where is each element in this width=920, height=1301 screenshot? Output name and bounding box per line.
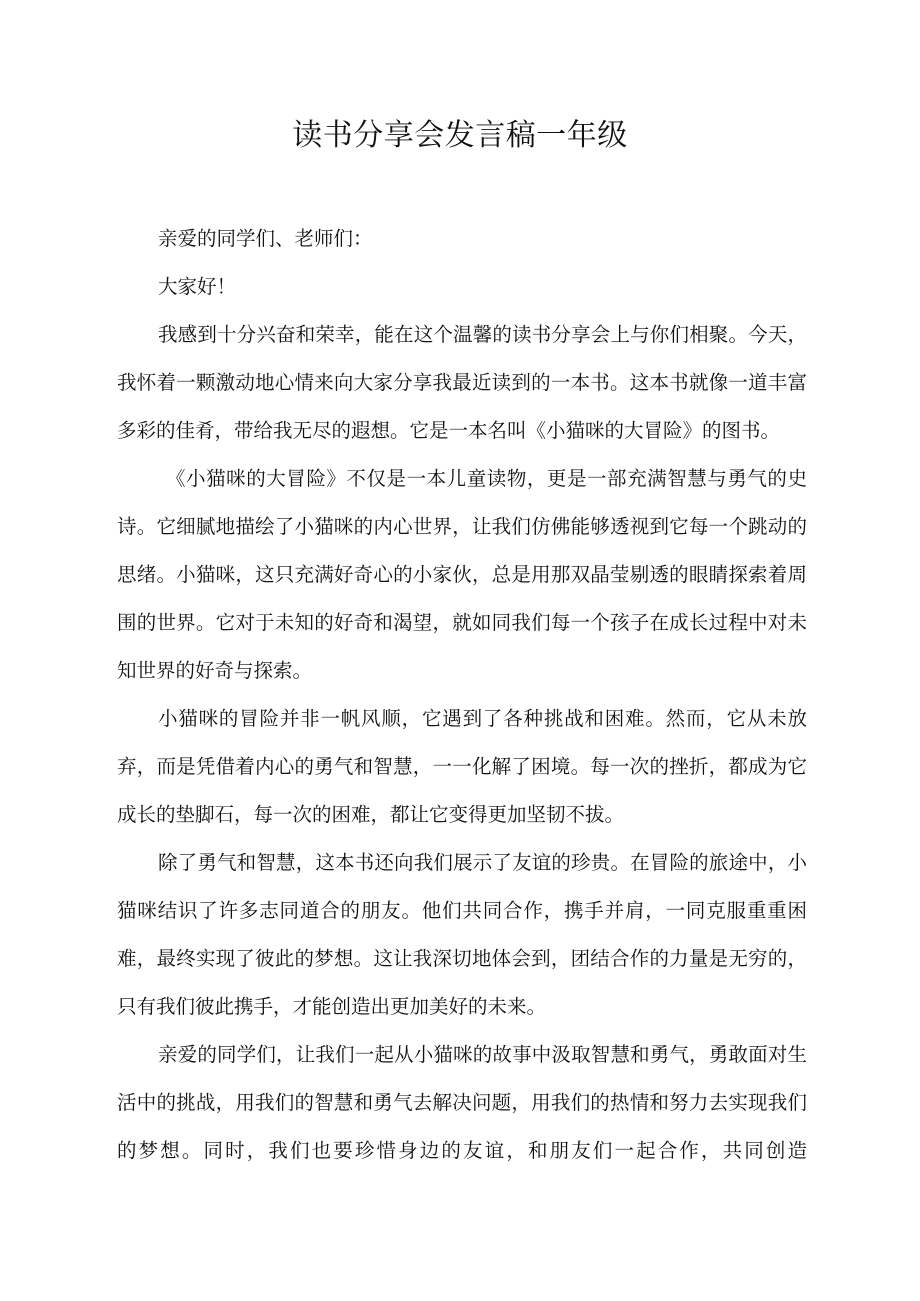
paragraph-book-description: 《小猫咪的大冒险》不仅是一本儿童读物，更是一部充满智慧与勇气的史诗。它细腻地描绘了小猫咪的内心世界，让我们仿佛能够透视到它每一个跳动的思绪。小猫咪，这只充满好奇心的小家伙，总是用那双晶莹剔透的眼睛探索着周围的世界。它对于未知的好奇和渴望，就如同我们每一个孩子在成长过程中对未知世界的好奇与探索。 xyxy=(117,467,807,682)
paragraph-introduction: 我感到十分兴奋和荣幸，能在这个温馨的读书分享会上与你们相聚。今天，我怀着一颗激动地心情来向大家分享我最近读到的一本书。这本书就像一道丰富多彩的佳肴，带给我无尽的遐想。它是一本名叫《小猫咪的大冒险》的图书。 xyxy=(117,323,807,442)
document-body xyxy=(117,215,807,1175)
paragraph-call-to-action: 亲爱的同学们，让我们一起从小猫咪的故事中汲取智慧和勇气，勇敢面对生活中的挑战，用我们的智慧和勇气去解决问题，用我们的热情和努力去实现我们的梦想。同时，我们也要珍惜身边的友谊，和朋友们一起合作，共同创造 xyxy=(117,1043,807,1162)
document-title: 读书分享会发言稿一年级 xyxy=(292,118,628,153)
paragraph-challenges: 小猫咪的冒险并非一帆风顺，它遇到了各种挑战和困难。然而，它从未放弃，而是凭借着内心的勇气和智慧，一一化解了困境。每一次的挫折，都成为它成长的垫脚石，每一次的困难，都让它变得更加坚韧不拔。 xyxy=(117,707,807,826)
paragraph-friendship: 除了勇气和智慧，这本书还向我们展示了友谊的珍贵。在冒险的旅途中，小猫咪结识了许多志同道合的朋友。他们共同合作，携手并肩，一同克服重重困难，最终实现了彼此的梦想。这让我深切地体会到，团结合作的力量是无穷的，只有我们彼此携手，才能创造出更加美好的未来。 xyxy=(117,851,807,1018)
paragraph-salutation: 亲爱的同学们、老师们： xyxy=(158,227,373,250)
paragraph-greeting: 大家好！ xyxy=(158,275,237,298)
